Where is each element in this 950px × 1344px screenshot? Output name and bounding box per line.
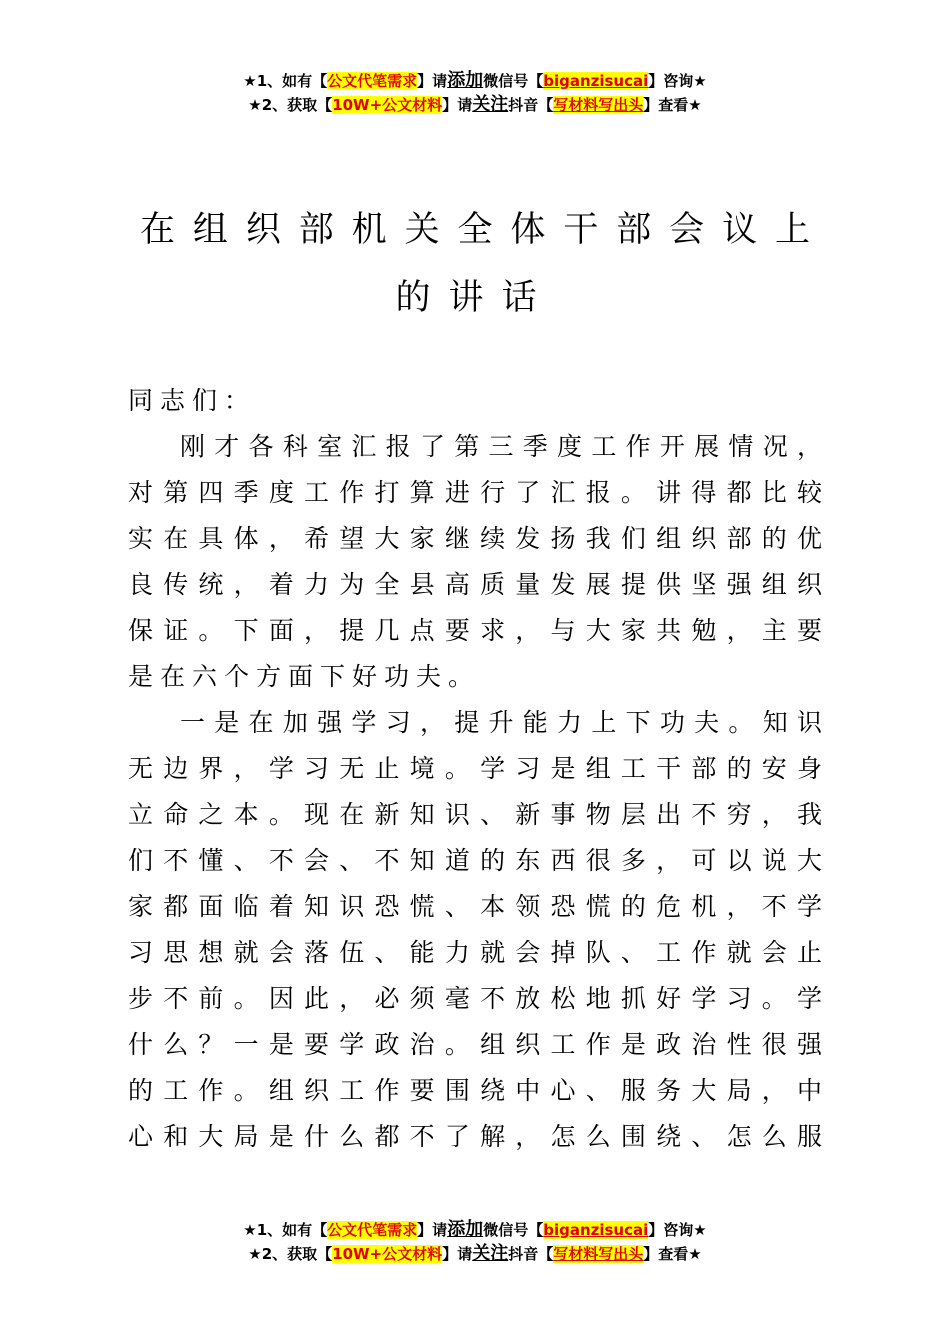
footer-notice (0, 1218, 950, 1266)
body-text-line: 们不懂、不会、不知道的东西很多，可以说大 (128, 846, 822, 875)
body-text-line: 习思想就会落伍、能力就会掉队、工作就会止 (128, 938, 822, 967)
body-text-line: 立命之本。现在新知识、新事物层出不穷，我 (128, 800, 822, 829)
body-text-line: 保证。下面，提几点要求，与大家共勉，主要 (128, 616, 822, 645)
body-text-line: 什么？一是要学政治。组织工作是政治性很强 (128, 1030, 822, 1059)
wechat-id: biganzisucai (543, 72, 649, 90)
notice-line-2: ★2、获取【10W+公文材料】请关注抖音【写材料写出头】查看★ (248, 94, 702, 115)
body-text-line: 实在具体，希望大家继续发扬我们组织部的优 (128, 524, 822, 553)
document-title-line-2: 的讲话 (395, 278, 555, 318)
body-text-line: 无边界，学习无止境。学习是组工干部的安身 (128, 754, 822, 783)
header-notice (0, 69, 950, 117)
body-text-line: 步不前。因此，必须毫不放松地抓好学习。学 (128, 984, 822, 1013)
body-text-line: 心和大局是什么都不了解，怎么围绕、怎么服 (128, 1122, 822, 1151)
body-text-line: 家都面临着知识恐慌、本领恐慌的危机，不学 (128, 892, 822, 921)
body-text-line: 是在六个方面下好功夫。 (128, 662, 481, 691)
document-title-line-1: 在组织部机关全体干部会议上 (140, 210, 810, 250)
body-text-line: 良传统，着力为全县高质量发展提供坚强组织 (128, 570, 822, 599)
notice-line-1: ★1、如有【公文代笔需求】请添加微信号【biganzisucai】咨询★ (243, 1219, 707, 1240)
body-text-line: 一是在加强学习，提升能力上下功夫。知识 (180, 708, 822, 737)
body-text-line: 的工作。组织工作要围绕中心、服务大局，中 (128, 1076, 822, 1105)
body-text-line: 刚才各科室汇报了第三季度工作开展情况， (180, 432, 822, 461)
notice-line-1: ★1、如有【公文代笔需求】请添加微信号【biganzisucai】咨询★ (243, 70, 707, 91)
notice-line-2: ★2、获取【10W+公文材料】请关注抖音【写材料写出头】查看★ (248, 1243, 702, 1264)
body-text-line: 对第四季度工作打算进行了汇报。讲得都比较 (128, 478, 822, 507)
body-text-line: 同志们： (128, 386, 257, 415)
